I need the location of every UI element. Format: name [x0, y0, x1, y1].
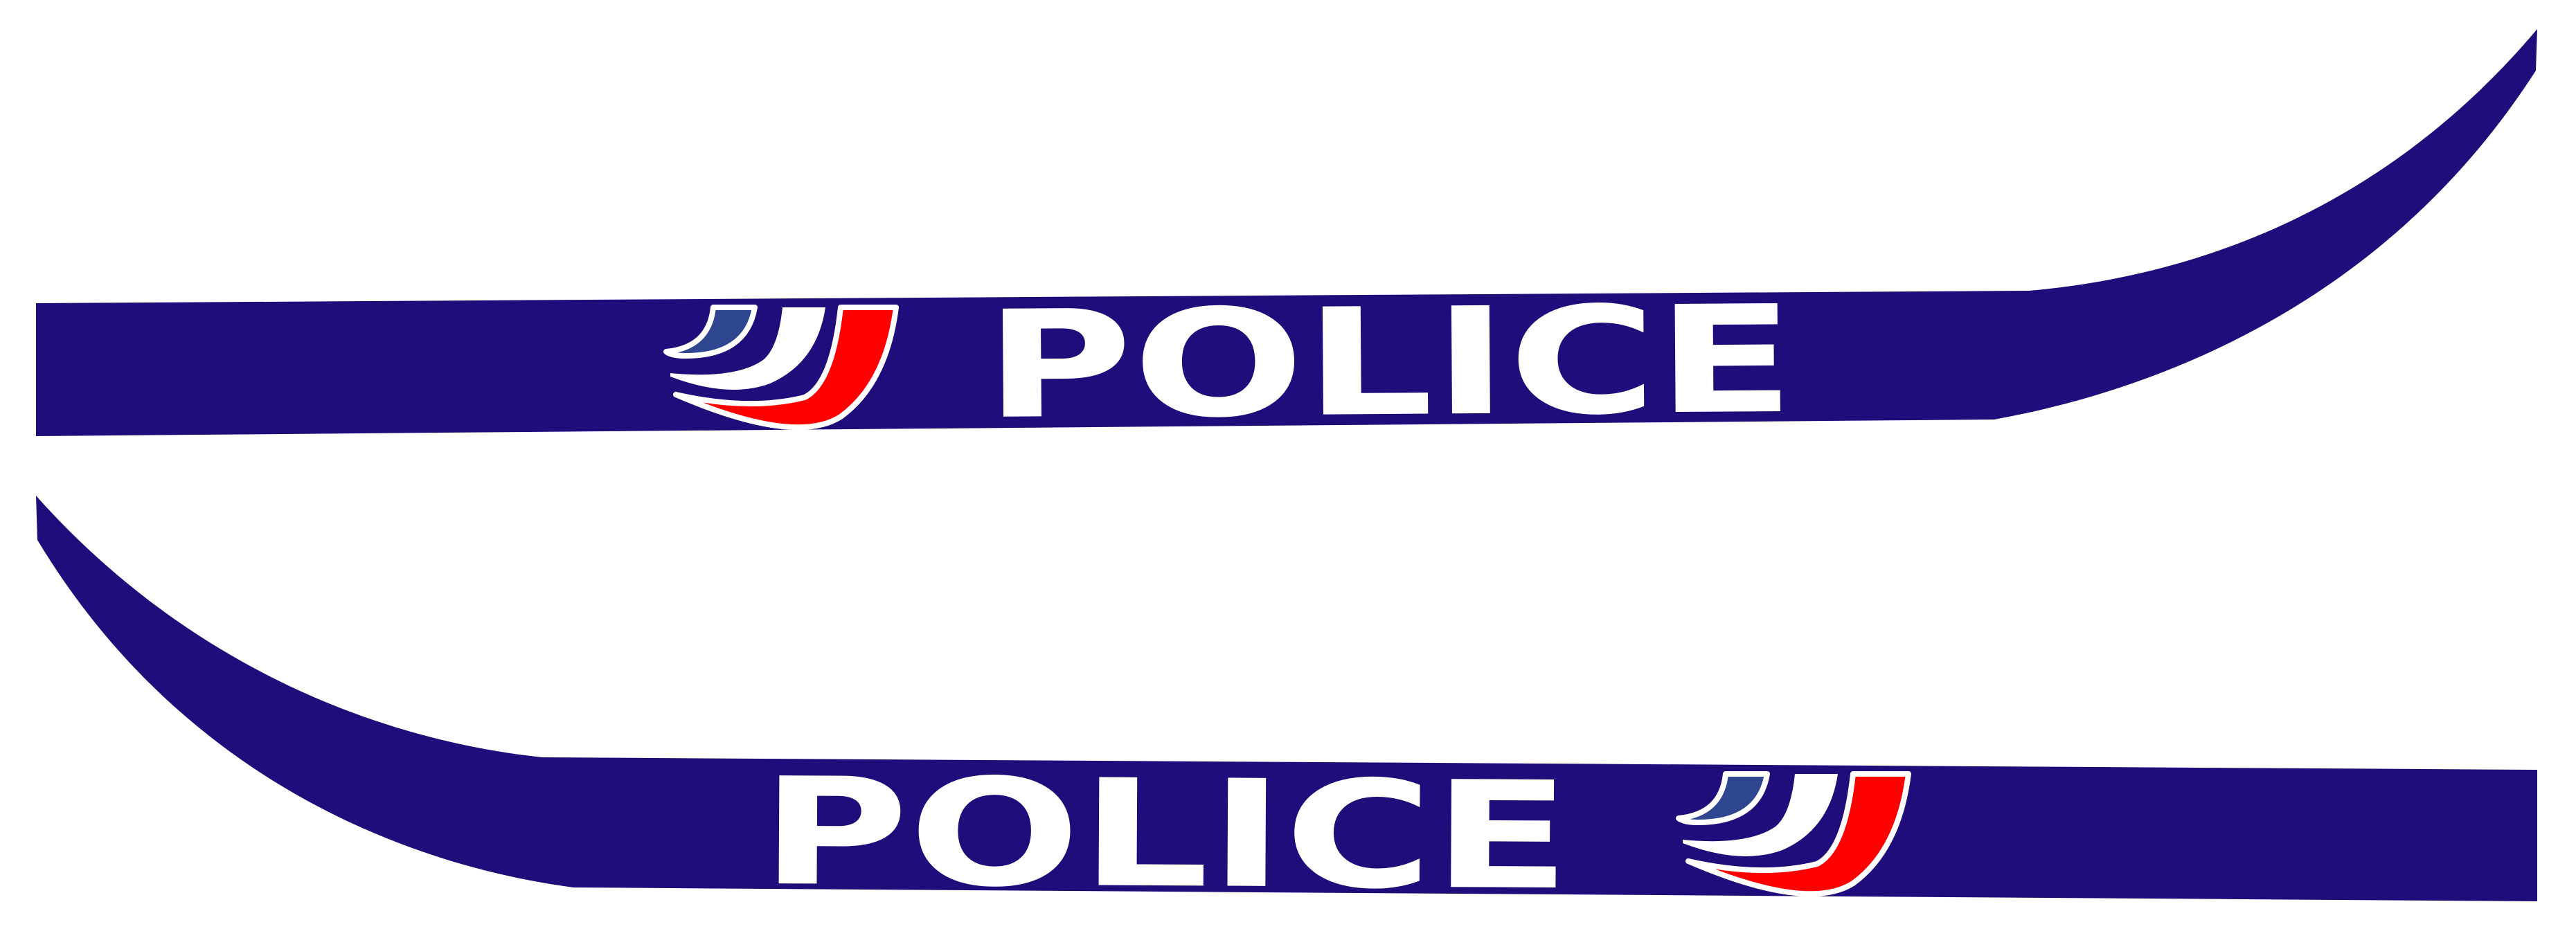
top-stripe — [36, 29, 2537, 452]
bottom-stripe — [36, 496, 2537, 923]
bottom-police-label: POLICE — [760, 746, 1355, 922]
top-police-label: POLICE — [983, 276, 1580, 452]
